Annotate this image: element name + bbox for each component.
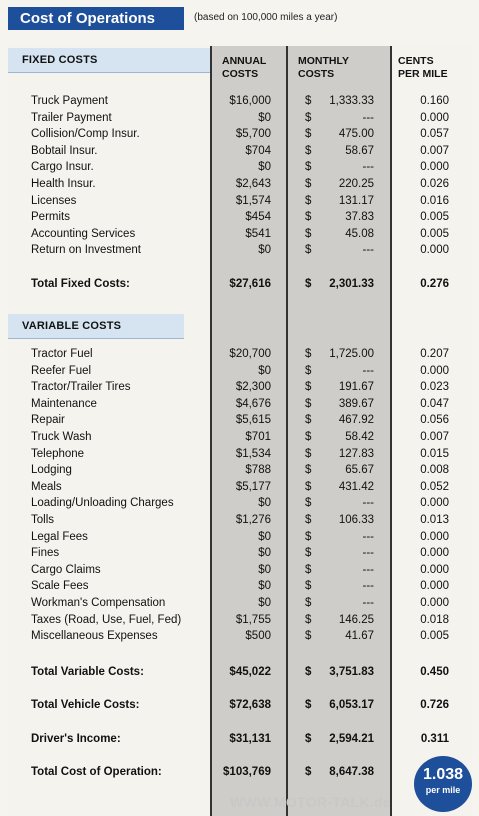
badge-unit: per mile <box>425 785 461 795</box>
cell-cents: 0.000 <box>420 111 449 124</box>
cell-label: Collision/Comp Insur. <box>31 128 140 141</box>
cell-dollar: $ <box>305 95 312 107</box>
cell-cents: 0.000 <box>420 161 449 174</box>
cell-monthly: --- <box>362 364 374 377</box>
cell-cents: 0.056 <box>420 414 449 427</box>
cell-dollar: $ <box>305 414 312 427</box>
total-row <box>0 766 479 783</box>
cell-cents: 0.000 <box>420 547 449 560</box>
cell-annual: $788 <box>245 464 271 477</box>
cell-label: Health Insur. <box>31 178 96 190</box>
total-row <box>0 699 479 716</box>
cell-dollar: $ <box>305 547 312 560</box>
cell-label: Tractor/Trailer Tires <box>31 381 131 394</box>
cell-label: Meals <box>31 480 62 493</box>
cost-row <box>0 228 479 245</box>
col-cents-line1: CENTS <box>398 55 434 67</box>
cell-label: Tractor Fuel <box>31 348 93 360</box>
cell-annual: $0 <box>258 563 271 576</box>
cost-row <box>0 381 479 398</box>
col-monthly-line2: COSTS <box>298 68 335 80</box>
cost-row <box>0 128 479 145</box>
cell-annual: $2,300 <box>235 381 271 394</box>
variable-costs-label: VARIABLE COSTS <box>22 320 122 332</box>
cell-monthly: 127.83 <box>338 447 374 460</box>
cell-monthly: 106.33 <box>338 514 374 526</box>
cell-annual: $72,638 <box>229 699 271 711</box>
cell-annual: $0 <box>258 244 271 257</box>
cell-annual: $0 <box>258 364 271 377</box>
cell-monthly: 146.25 <box>338 613 374 626</box>
cost-row <box>0 481 479 498</box>
cell-cents: 0.007 <box>420 431 449 443</box>
cell-label: Trailer Payment <box>31 111 112 124</box>
cell-dollar: $ <box>305 381 312 394</box>
cell-annual: $0 <box>258 497 271 510</box>
cell-dollar: $ <box>305 580 312 593</box>
cell-monthly: --- <box>362 161 374 174</box>
cell-annual: $1,276 <box>235 514 271 526</box>
cost-row <box>0 398 479 415</box>
cell-label: Repair <box>31 414 65 427</box>
cell-label: Tolls <box>31 514 55 526</box>
cell-cents: 0.207 <box>420 348 449 360</box>
cell-monthly: --- <box>362 547 374 560</box>
cell-monthly: --- <box>362 580 374 593</box>
cell-monthly: 41.67 <box>345 630 374 643</box>
cell-label: Truck Wash <box>31 431 92 443</box>
cell-cents: 0.276 <box>420 278 449 290</box>
cell-label: Legal Fees <box>31 530 88 543</box>
watermark: WWW.MOTOR-TALK.de <box>230 794 391 810</box>
cell-label: Total Fixed Costs: <box>31 278 130 290</box>
cell-monthly: 1,725.00 <box>329 348 374 360</box>
badge-value: 1.038 <box>422 766 464 783</box>
cell-annual: $701 <box>245 431 271 443</box>
cell-annual: $5,177 <box>235 480 271 493</box>
cell-monthly: 431.42 <box>338 480 374 493</box>
cost-row <box>0 211 479 228</box>
cell-cents: 0.450 <box>420 666 449 678</box>
cost-row <box>0 630 479 647</box>
cell-annual: $5,615 <box>235 414 271 427</box>
cost-row <box>0 414 479 431</box>
cell-monthly: 191.67 <box>338 381 374 394</box>
cell-monthly: 37.83 <box>345 211 374 224</box>
cell-cents: 0.008 <box>420 464 449 477</box>
cell-dollar: $ <box>305 244 312 257</box>
cell-annual: $20,700 <box>229 348 271 360</box>
cell-label: Total Variable Costs: <box>31 666 144 678</box>
cell-dollar: $ <box>305 530 312 543</box>
col-annual-line2: COSTS <box>222 68 259 80</box>
cell-label: Accounting Services <box>31 227 136 240</box>
cell-cents: 0.047 <box>420 397 449 410</box>
cost-row <box>0 112 479 129</box>
cell-cents: 0.016 <box>420 194 449 207</box>
cell-cents: 0.000 <box>420 563 449 576</box>
cell-monthly: --- <box>362 530 374 543</box>
total-row <box>0 278 479 295</box>
cell-monthly: --- <box>362 597 374 609</box>
header <box>0 0 479 36</box>
cell-annual: $0 <box>258 580 271 593</box>
cell-dollar: $ <box>305 278 312 290</box>
per-mile-badge <box>414 756 472 812</box>
col-monthly-header <box>298 55 349 81</box>
cell-label: Fines <box>31 547 60 560</box>
cell-cents: 0.018 <box>420 613 449 626</box>
cell-dollar: $ <box>305 227 312 240</box>
page-subtitle: (based on 100,000 miles a year) <box>194 12 338 23</box>
cell-dollar: $ <box>305 144 312 157</box>
cost-row <box>0 497 479 514</box>
cell-dollar: $ <box>305 211 312 224</box>
cost-row <box>0 464 479 481</box>
cost-row <box>0 178 479 195</box>
cell-label: Cargo Claims <box>31 563 101 576</box>
cell-monthly: 475.00 <box>338 128 374 141</box>
cell-dollar: $ <box>305 514 312 526</box>
cell-dollar: $ <box>305 563 312 576</box>
cell-annual: $704 <box>245 144 271 157</box>
cell-label: Miscellaneous Expenses <box>31 630 158 643</box>
cell-label: Return on Investment <box>31 244 141 257</box>
cell-label: Cargo Insur. <box>31 161 94 174</box>
cell-dollar: $ <box>305 613 312 626</box>
cell-cents: 0.726 <box>420 699 449 711</box>
col-cents-header <box>398 55 448 81</box>
cell-dollar: $ <box>305 194 312 207</box>
cell-monthly: 45.08 <box>345 227 374 240</box>
cell-annual: $1,574 <box>235 194 271 207</box>
cell-monthly: 2,301.33 <box>329 278 374 290</box>
cell-annual: $103,769 <box>223 766 271 778</box>
cost-row <box>0 531 479 548</box>
cell-monthly: 58.67 <box>345 144 374 157</box>
cell-annual: $454 <box>245 211 271 224</box>
cost-row <box>0 244 479 261</box>
cell-monthly: --- <box>362 111 374 124</box>
cell-cents: 0.013 <box>420 514 449 526</box>
cell-dollar: $ <box>305 630 312 643</box>
cell-annual: $1,534 <box>235 447 271 460</box>
cell-cents: 0.007 <box>420 144 449 157</box>
cell-label: Driver's Income: <box>31 733 121 745</box>
cell-annual: $0 <box>258 530 271 543</box>
cell-label: Permits <box>31 211 70 224</box>
cell-annual: $16,000 <box>229 95 271 107</box>
cell-label: Total Vehicle Costs: <box>31 699 140 711</box>
cell-dollar: $ <box>305 480 312 493</box>
cell-annual: $0 <box>258 547 271 560</box>
total-row <box>0 666 479 683</box>
cost-row <box>0 365 479 382</box>
page-title: Cost of Operations <box>8 7 184 30</box>
cell-dollar: $ <box>305 699 312 711</box>
cell-dollar: $ <box>305 161 312 174</box>
cell-monthly: 6,053.17 <box>329 699 374 711</box>
cell-cents: 0.005 <box>420 630 449 643</box>
cell-dollar: $ <box>305 431 312 443</box>
cell-monthly: 65.67 <box>345 464 374 477</box>
cell-label: Workman's Compensation <box>31 597 166 609</box>
col-annual-header <box>222 55 266 81</box>
cell-dollar: $ <box>305 766 312 778</box>
cell-dollar: $ <box>305 597 312 609</box>
cell-dollar: $ <box>305 111 312 124</box>
cell-label: Loading/Unloading Charges <box>31 497 174 510</box>
cell-cents: 0.000 <box>420 364 449 377</box>
cell-cents: 0.160 <box>420 95 449 107</box>
col-cents-line2: PER MILE <box>398 68 448 80</box>
cell-cents: 0.000 <box>420 530 449 543</box>
cell-annual: $31,131 <box>229 733 271 745</box>
fixed-costs-label: FIXED COSTS <box>22 54 98 66</box>
cell-annual: $2,643 <box>235 178 271 190</box>
cell-dollar: $ <box>305 464 312 477</box>
cell-annual: $5,700 <box>235 128 271 141</box>
cell-label: Reefer Fuel <box>31 364 92 377</box>
cell-annual: $0 <box>258 111 271 124</box>
cost-row <box>0 547 479 564</box>
cell-cents: 0.052 <box>420 480 449 493</box>
cell-cents: 0.000 <box>420 497 449 510</box>
cell-cents: 0.005 <box>420 211 449 224</box>
cost-row <box>0 195 479 212</box>
cell-label: Taxes (Road, Use, Fuel, Fed) <box>31 613 182 626</box>
cell-label: Maintenance <box>31 397 97 410</box>
cost-row <box>0 514 479 531</box>
cell-monthly: 131.17 <box>338 194 374 207</box>
cost-row <box>0 614 479 631</box>
cell-label: Lodging <box>31 464 72 477</box>
cost-row <box>0 564 479 581</box>
cell-dollar: $ <box>305 348 312 360</box>
cell-cents: 0.000 <box>420 244 449 257</box>
cell-annual: $500 <box>245 630 271 643</box>
cell-monthly: 3,751.83 <box>329 666 374 678</box>
cell-monthly: --- <box>362 244 374 257</box>
cell-monthly: 389.67 <box>338 397 374 410</box>
cost-row <box>0 580 479 597</box>
cell-annual: $4,676 <box>235 397 271 410</box>
cell-dollar: $ <box>305 128 312 141</box>
cost-row <box>0 95 479 112</box>
cost-row <box>0 348 479 365</box>
cell-cents: 0.000 <box>420 597 449 609</box>
cell-cents: 0.026 <box>420 178 449 190</box>
total-row <box>0 733 479 750</box>
col-monthly-line1: MONTHLY <box>298 55 349 67</box>
cell-annual: $0 <box>258 161 271 174</box>
cell-annual: $1,755 <box>235 613 271 626</box>
cell-dollar: $ <box>305 447 312 460</box>
cell-annual: $0 <box>258 597 271 609</box>
cell-monthly: 1,333.33 <box>329 95 374 107</box>
cell-label: Truck Payment <box>31 95 108 107</box>
cell-monthly: --- <box>362 563 374 576</box>
cell-annual: $541 <box>245 227 271 240</box>
cell-cents: 0.005 <box>420 227 449 240</box>
cell-monthly: 58.42 <box>345 431 374 443</box>
cost-row <box>0 431 479 448</box>
cell-annual: $27,616 <box>229 278 271 290</box>
col-annual-line1: ANNUAL <box>222 55 267 67</box>
cell-monthly: 2,594.21 <box>329 733 374 745</box>
cell-monthly: 467.92 <box>338 414 374 427</box>
cell-cents: 0.023 <box>420 381 449 394</box>
cell-label: Licenses <box>31 194 77 207</box>
cell-cents: 0.057 <box>420 128 449 141</box>
cost-row <box>0 145 479 162</box>
cell-dollar: $ <box>305 178 312 190</box>
cell-label: Total Cost of Operation: <box>31 766 162 778</box>
cost-row <box>0 597 479 614</box>
cell-cents: 0.015 <box>420 447 449 460</box>
cell-label: Telephone <box>31 447 85 460</box>
cost-row <box>0 161 479 178</box>
cell-label: Bobtail Insur. <box>31 144 98 157</box>
cell-dollar: $ <box>305 364 312 377</box>
cell-cents: 0.311 <box>420 733 449 745</box>
cell-monthly: 8,647.38 <box>329 766 374 778</box>
cell-annual: $45,022 <box>229 666 271 678</box>
cell-cents: 0.000 <box>420 580 449 593</box>
cell-dollar: $ <box>305 397 312 410</box>
cell-label: Scale Fees <box>31 580 89 593</box>
cost-row <box>0 448 479 465</box>
cell-monthly: 220.25 <box>338 178 374 190</box>
cell-dollar: $ <box>305 733 312 745</box>
cell-monthly: --- <box>362 497 374 510</box>
cell-dollar: $ <box>305 497 312 510</box>
cell-dollar: $ <box>305 666 312 678</box>
